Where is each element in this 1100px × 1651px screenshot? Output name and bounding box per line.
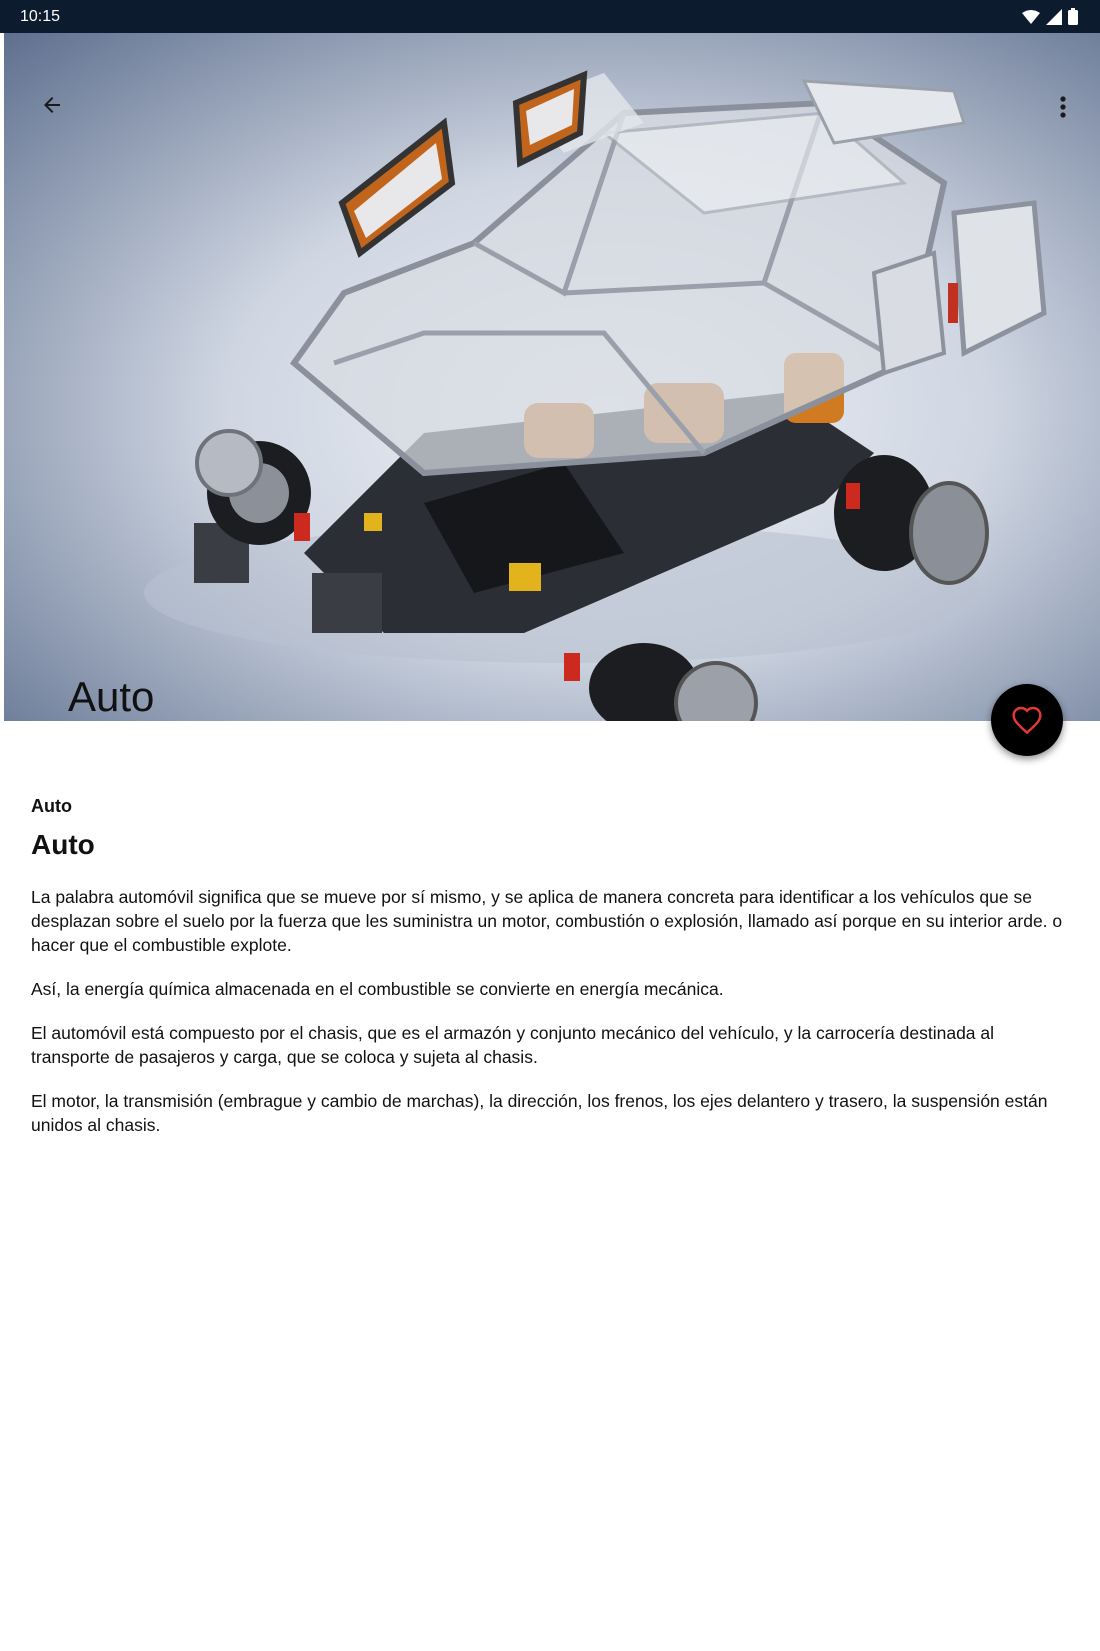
article-small-title: Auto: [31, 796, 72, 816]
status-icons: [1022, 8, 1078, 25]
article-content: [31, 796, 1071, 1157]
back-button[interactable]: [34, 87, 70, 123]
hero-image: [4, 33, 1100, 721]
article-paragraph: La palabra automóvil significa que se mueve por sí mismo, y se aplica de manera concreta para identificar a los vehículos que se desplazan sobre el suelo por la fuerza que les suministra un motor, combustión o explosión, llamado así porque en su interior arde. o hacer que el combustible explote.: [31, 887, 1063, 955]
favorite-button[interactable]: [991, 684, 1063, 756]
heart-outline-icon: [1011, 705, 1043, 735]
article-title: Auto: [31, 829, 95, 860]
article-paragraph: Así, la energía química almacenada en el combustible se convierte en energía mecánica.: [31, 979, 724, 999]
article-paragraph: El automóvil está compuesto por el chasis, que es el armazón y conjunto mecánico del vehículo, y la carrocería destinada al transporte de pasajeros y carga, que se coloca y sujeta al chasis.: [31, 1023, 995, 1067]
signal-icon: [1046, 9, 1062, 25]
status-time: 10:15: [20, 7, 61, 25]
hero-title: Auto: [68, 673, 155, 720]
article-paragraph: El motor, la transmisión (embrague y cambio de marchas), la dirección, los frenos, los ejes delantero y trasero, la suspensión están unidos al chasis.: [31, 1091, 1048, 1135]
wifi-icon: [1022, 10, 1040, 24]
exploded-car-illustration: [4, 33, 1100, 721]
overflow-menu-button[interactable]: [1048, 89, 1078, 125]
battery-icon: [1068, 8, 1078, 25]
status-bar: [0, 0, 1100, 33]
arrow-back-icon: [40, 93, 64, 117]
more-vert-icon: [1059, 96, 1067, 118]
